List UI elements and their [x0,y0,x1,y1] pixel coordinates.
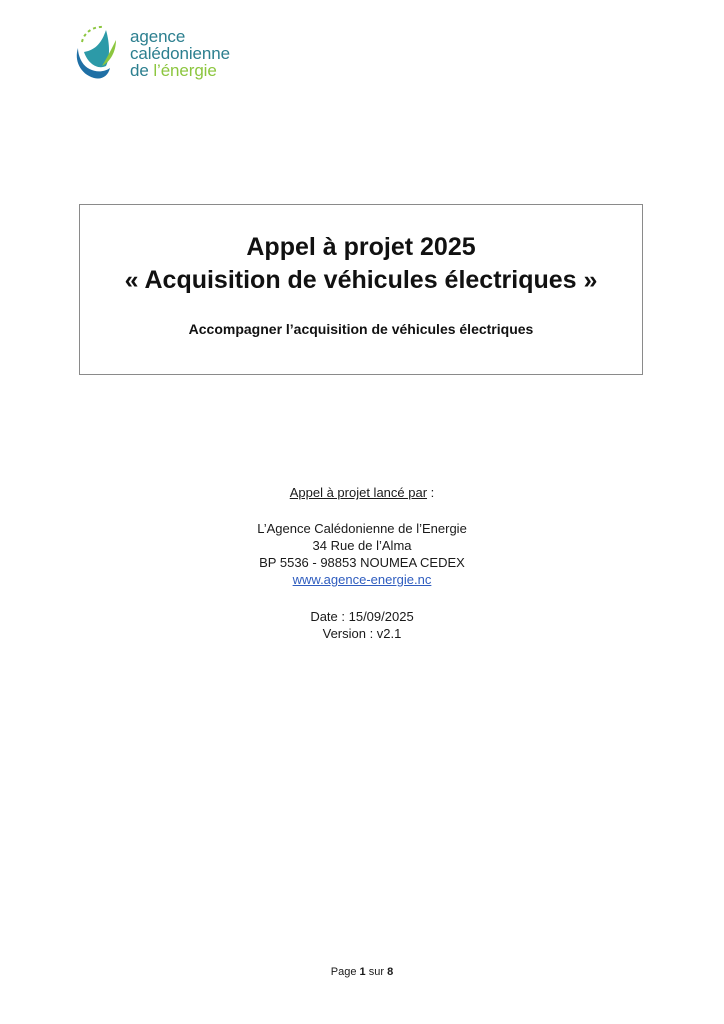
agency-logo [72,22,262,84]
document-version: Version : v2.1 [322,626,402,641]
issuer-address [0,520,724,588]
document-title-project: « Acquisition de véhicules électriques » [124,266,598,294]
logo-line-energie [130,62,230,79]
document-date: Date : 15/09/2025 [310,609,414,624]
issuer-label: Appel à projet lancé par [289,485,428,500]
issuer-name: L’Agence Calédonienne de l’Energie [257,521,467,536]
issuer-label-colon: : [427,485,435,500]
leaf-logo-icon [72,22,124,84]
page-footer [0,966,724,978]
issuer-street: 34 Rue de l’Alma [312,538,412,553]
footer-of-word: sur [368,966,385,978]
footer-page-word: Page [330,966,357,978]
issuer-heading [0,484,724,501]
document-subtitle: Accompagner l’acquisition de véhicules électriques [188,321,534,337]
logo-energie: l’énergie [153,61,217,80]
logo-wordmark [130,28,230,79]
document-meta [0,608,724,642]
title-box [79,204,643,375]
logo-line-caledonienne: calédonienne [130,44,230,63]
issuer-postal: BP 5536 - 98853 NOUMEA CEDEX [259,555,465,570]
footer-page-total: 8 [387,966,394,978]
document-title: Appel à projet 2025 [246,233,476,261]
logo-de: de [130,61,154,80]
website-link[interactable]: www.agence-energie.nc [292,572,432,587]
logo-line-agence: agence [130,27,186,46]
footer-page-current: 1 [359,966,366,978]
